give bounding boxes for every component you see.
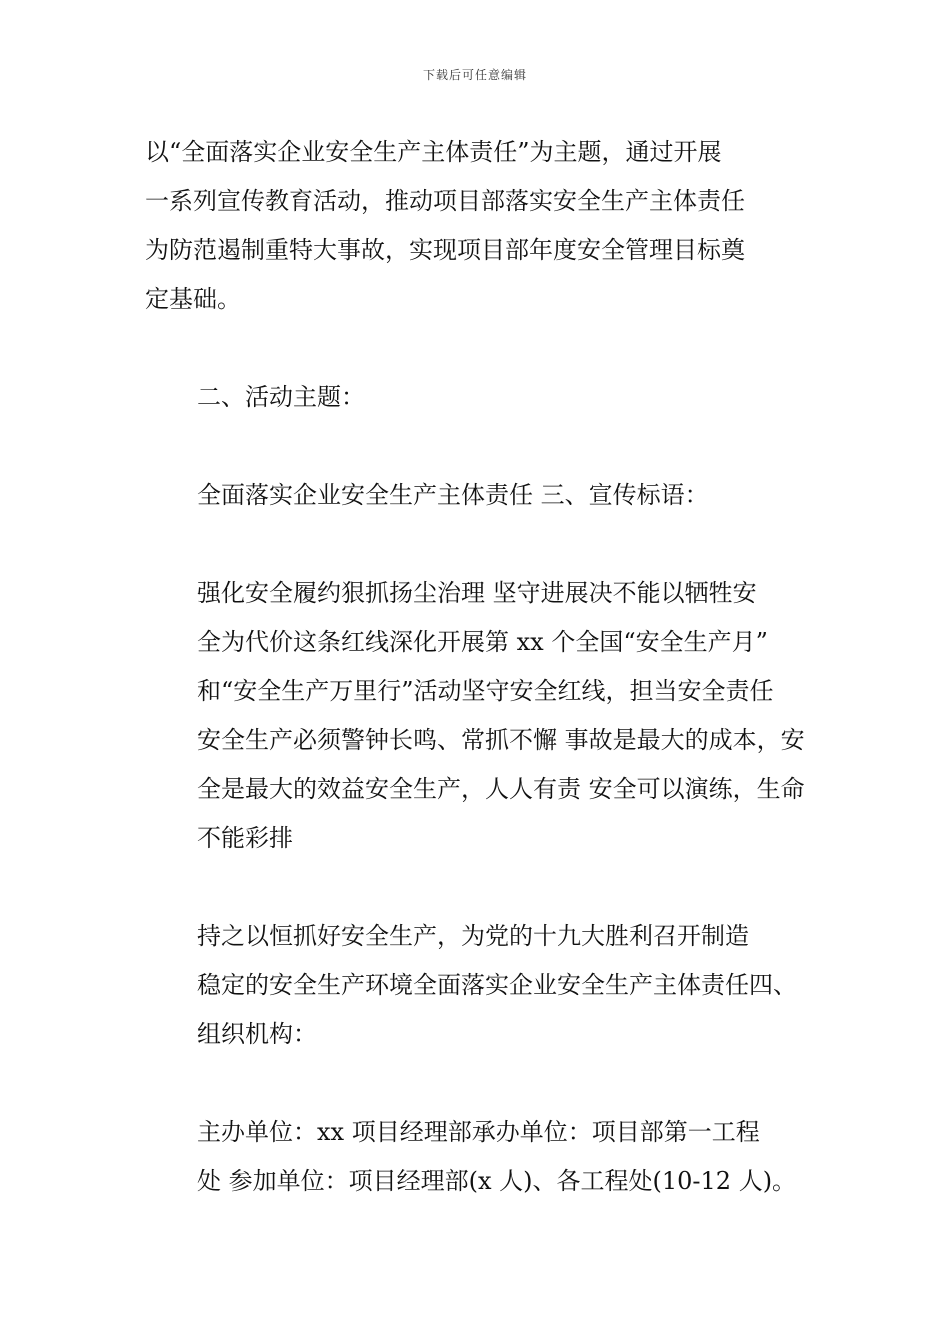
paragraph-slogans xyxy=(145,569,807,863)
paragraph-theme-and-slogan-heading xyxy=(145,471,807,520)
text-line: 以“全面落实企业安全生产主体责任”为主题，通过开展 xyxy=(145,138,722,166)
paragraph-organization-heading xyxy=(145,912,807,1059)
paragraph-organizers xyxy=(145,1108,807,1206)
text-line: 全为代价这条红线深化开展第 xx 个全国“安全生产月” xyxy=(197,628,768,656)
document-body xyxy=(145,128,807,1255)
text-line: 一系列宣传教育活动，推动项目部落实安全生产主体责任 xyxy=(145,187,745,215)
text-line: 定基础。 xyxy=(145,285,241,313)
section-heading-activity-theme xyxy=(145,373,807,422)
text-line: 全面落实企业安全生产主体责任 三、宣传标语： xyxy=(197,481,709,509)
text-line: 稳定的安全生产环境全面落实企业安全生产主体责任四、 xyxy=(197,971,797,999)
text-line: 和“安全生产万里行”活动坚守安全红线，担当安全责任 xyxy=(197,677,774,705)
text-line: 不能彩排 xyxy=(197,824,293,852)
paragraph-theme-intro xyxy=(145,128,807,324)
text-line: 二、活动主题： xyxy=(197,383,365,411)
text-line: 全是最大的效益安全生产，人人有责 安全可以演练，生命 xyxy=(197,775,805,803)
text-line: 处 参加单位：项目经理部(x 人)、各工程处(10-12 人)。 xyxy=(197,1167,797,1195)
text-line: 组织机构： xyxy=(197,1020,317,1048)
text-line: 持之以恒抓好安全生产，为党的十九大胜利召开制造 xyxy=(197,922,749,950)
text-line: 主办单位：xx 项目经理部承办单位：项目部第一工程 xyxy=(197,1118,760,1146)
text-line: 为防范遏制重特大事故，实现项目部年度安全管理目标奠 xyxy=(145,236,745,264)
page-header: 下载后可任意编辑 xyxy=(422,68,527,82)
text-line: 安全生产必须警钟长鸣、常抓不懈 事故是最大的成本，安 xyxy=(197,726,805,754)
text-line: 强化安全履约狠抓扬尘治理 坚守进展决不能以牺牲安 xyxy=(197,579,757,607)
